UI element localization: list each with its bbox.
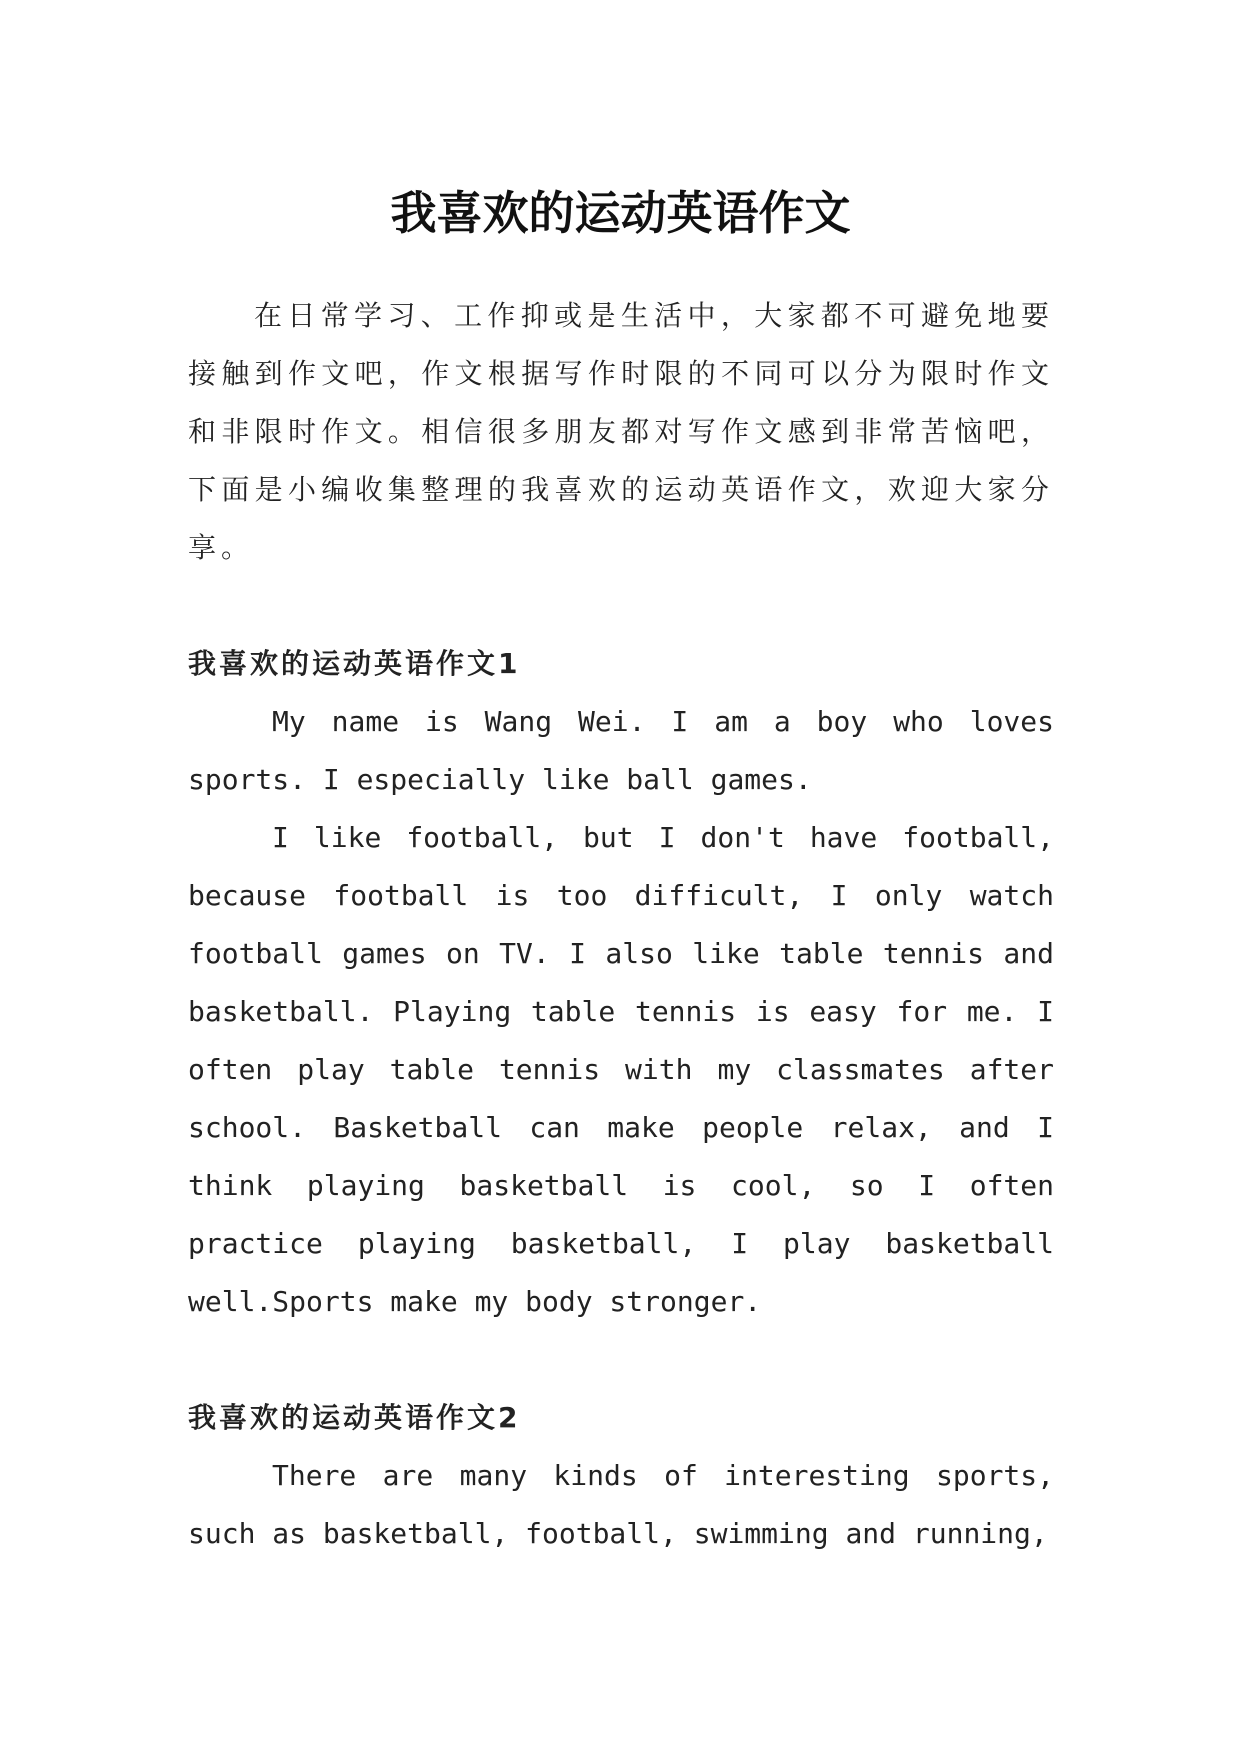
essay-section-1 <box>188 635 1054 1331</box>
document-body <box>188 287 1054 1563</box>
document-title: 我喜欢的运动英语作文 <box>390 185 851 240</box>
section-heading: 我喜欢的运动英语作文1 <box>188 647 521 680</box>
essay-paragraph: My name is Wang Wei. I am a boy who loves sports. I especially like ball games. <box>188 705 1054 796</box>
intro-paragraph: 在日常学习、工作抑或是生活中，大家都不可避免地要接触到作文吧，作文根据写作时限的不同可以分为限时作文和非限时作文。相信很多朋友都对写作文感到非常苦恼吧，下面是小编收集整理的我喜欢的运动英语作文，欢迎大家分享。 <box>188 299 1054 564</box>
essay-paragraph: There are many kinds of interesting sports, such as basketball, football, swimming and running, <box>188 1459 1054 1550</box>
section-spacer <box>188 577 1054 635</box>
essay-paragraph: I like football, but I don't have football, because football is too difficult, I only watch football games on TV. I also like table tennis and basketball. Playing table tennis is easy for me. I often play table tennis with my classmates after school. Basketball can make people relax, and I think playing basketball is cool, so I often practice playing basketball, I play basketball well.Sports make my body stronger. <box>188 821 1054 1318</box>
essay-section-2 <box>188 1389 1054 1563</box>
section-spacer <box>188 1331 1054 1389</box>
section-heading: 我喜欢的运动英语作文2 <box>188 1401 521 1434</box>
